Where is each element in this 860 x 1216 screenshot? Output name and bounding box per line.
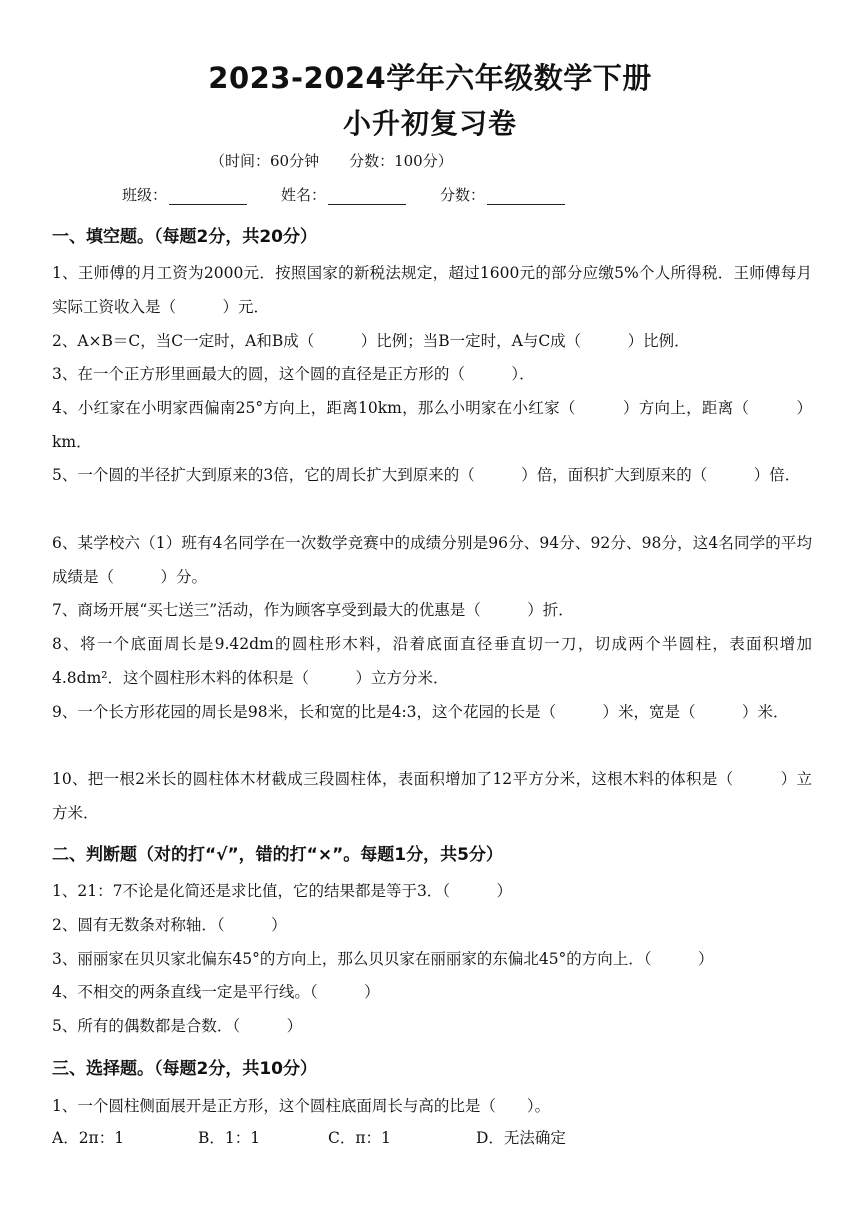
question-1-1: 1、王师傅的月工资为2000元．按照国家的新税法规定，超过1600元的部分应缴5%个人所得税．王师傅每月实际工资收入是（ ）元． (52, 264, 812, 316)
question-1-8: 8、将一个底面周长是9.42dm的圆柱形木料，沿着底面直径垂直切一刀，切成两个半圆柱，表面积增加4.8dm²．这个圆柱形木料的体积是（ ）立方分米． (52, 635, 812, 687)
question-2-1: 1、21：7不论是化简还是求比值，它的结果都是等于3．（ ） (52, 882, 513, 900)
class-field (122, 184, 247, 205)
name-label: 姓名： (281, 186, 327, 204)
class-label: 班级： (122, 186, 168, 204)
score-field (440, 184, 565, 205)
option-a: A．2π：1 (52, 1129, 125, 1147)
option-c: C．π：1 (328, 1129, 391, 1147)
option-d: D．无法确定 (476, 1129, 566, 1147)
question-3-1: 1、一个圆柱侧面展开是正方形，这个圆柱底面周长与高的比是（ ）。 (52, 1097, 551, 1115)
question-1-6: 6、某学校六（1）班有4名同学在一次数学竞赛中的成绩分别是96分、94分、92分、98分，这4名同学的平均成绩是（ ）分。 (52, 534, 812, 586)
question-1-10: 10、把一根2米长的圆柱体木材截成三段圆柱体，表面积增加了12平方分米，这根木料的体积是（ ）立方米． (52, 770, 812, 822)
section-heading-fill-in: 一、填空题。（每题2分，共20分） (52, 227, 317, 247)
exam-subtitle: 小升初复习卷 (342, 107, 517, 140)
section-heading-multiple-choice: 三、选择题。（每题2分，共10分） (52, 1059, 317, 1079)
score-blank[interactable] (487, 187, 565, 205)
option-b: B．1：1 (198, 1129, 261, 1147)
question-2-4: 4、不相交的两条直线一定是平行线。（ ） (52, 983, 380, 1001)
question-1-4: 4、小红家在小明家西偏南25°方向上，距离10km，那么小明家在小红家（ ）方向上，距离（ ）km． (52, 399, 812, 451)
section-heading-true-false: 二、判断题（对的打“√”，错的打“×”。每题1分，共5分） (52, 845, 503, 865)
score-label: 分数： (440, 186, 486, 204)
question-1-7: 7、商场开展“买七送三”活动，作为顾客享受到最大的优惠是（ ）折． (52, 601, 574, 619)
question-2-2: 2、圆有无数条对称轴．（ ） (52, 916, 287, 934)
student-info-fields (122, 184, 565, 205)
question-1-5: 5、一个圆的半径扩大到原来的3倍，它的周长扩大到原来的（ ）倍，面积扩大到原来的（ ）倍． (52, 466, 801, 484)
question-1-3: 3、在一个正方形里画最大的圆，这个圆的直径是正方形的（ ）． (52, 365, 535, 383)
question-2-3: 3、丽丽家在贝贝家北偏东45°的方向上，那么贝贝家在丽丽家的东偏北45°的方向上．（ ） (52, 950, 714, 968)
name-blank[interactable] (328, 187, 406, 205)
exam-title: 2023-2024学年六年级数学下册 (208, 61, 652, 95)
exam-time-score-info: （时间：60分钟 分数：100分） (210, 152, 453, 170)
question-1-9: 9、一个长方形花园的周长是98米，长和宽的比是4:3，这个花园的长是（ ）米，宽是（ ）米． (52, 703, 789, 721)
question-2-5: 5、所有的偶数都是合数．（ ） (52, 1017, 303, 1035)
class-blank[interactable] (169, 187, 247, 205)
name-field (281, 184, 406, 205)
question-1-2: 2、A×B＝C，当C一定时，A和B成（ ）比例；当B一定时，A与C成（ ）比例． (52, 332, 690, 350)
